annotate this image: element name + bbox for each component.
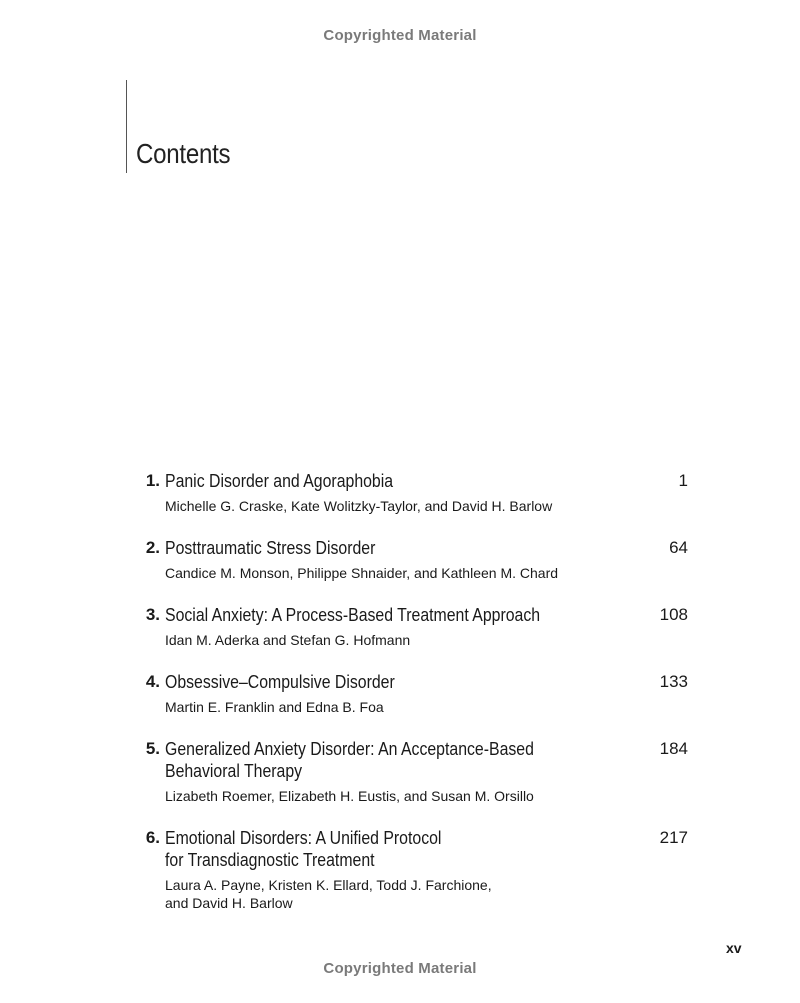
chapter-authors [165,876,605,912]
chapter-page-number: 184 [659,739,688,758]
author-line: Lizabeth Roemer, Elizabeth H. Eustis, and Susan M. Orsillo [165,788,534,804]
title-vertical-rule [126,80,127,173]
chapter-title[interactable] [165,537,605,559]
chapter-title[interactable] [165,671,605,693]
author-line: Idan M. Aderka and Stefan G. Hofmann [165,632,411,648]
chapter-page-number: 1 [678,471,688,490]
chapter-title-line: Panic Disorder and Agoraphobia [165,471,394,491]
chapter-number: 4. [145,672,160,691]
chapter-title-line: for Transdiagnostic Treatment [165,850,375,870]
chapter-number: 3. [145,605,160,624]
author-line: and David H. Barlow [165,895,293,911]
chapter-authors [165,564,605,582]
chapter-page-number: 217 [659,828,688,847]
copyright-watermark-top: Copyrighted Material [323,27,477,44]
chapter-title-line: Obsessive–Compulsive Disorder [165,672,395,692]
page-title: Contents [136,138,231,169]
page-folio: xv [726,940,742,956]
chapter-number: 6. [145,828,160,847]
copyright-watermark-bottom: Copyrighted Material [323,960,477,977]
chapter-page-number: 108 [659,605,688,624]
chapter-authors [165,497,605,515]
author-line: Michelle G. Craske, Kate Wolitzky-Taylor, and David H. Barlow [165,498,553,514]
chapter-title-line: Posttraumatic Stress Disorder [165,538,376,558]
chapter-page-number: 133 [659,672,688,691]
chapter-title[interactable] [165,827,605,871]
chapter-authors [165,787,605,805]
chapter-title-line: Generalized Anxiety Disorder: An Acceptance-Based [165,739,534,759]
author-line: Candice M. Monson, Philippe Shnaider, and Kathleen M. Chard [165,565,559,581]
author-line: Laura A. Payne, Kristen K. Ellard, Todd J. Farchione, [165,877,492,893]
chapter-title-line: Emotional Disorders: A Unified Protocol [165,828,442,848]
chapter-title[interactable] [165,470,605,492]
chapter-authors [165,698,605,716]
chapter-title-line: Behavioral Therapy [165,761,303,781]
chapter-number: 2. [145,538,160,557]
chapter-page-number: 64 [669,538,688,557]
chapter-authors [165,631,605,649]
chapter-number: 5. [145,739,160,758]
author-line: Martin E. Franklin and Edna B. Foa [165,699,384,715]
chapter-title[interactable] [165,738,605,782]
chapter-title[interactable] [165,604,605,626]
chapter-title-line: Social Anxiety: A Process-Based Treatment Approach [165,605,541,625]
chapter-number: 1. [145,471,160,490]
